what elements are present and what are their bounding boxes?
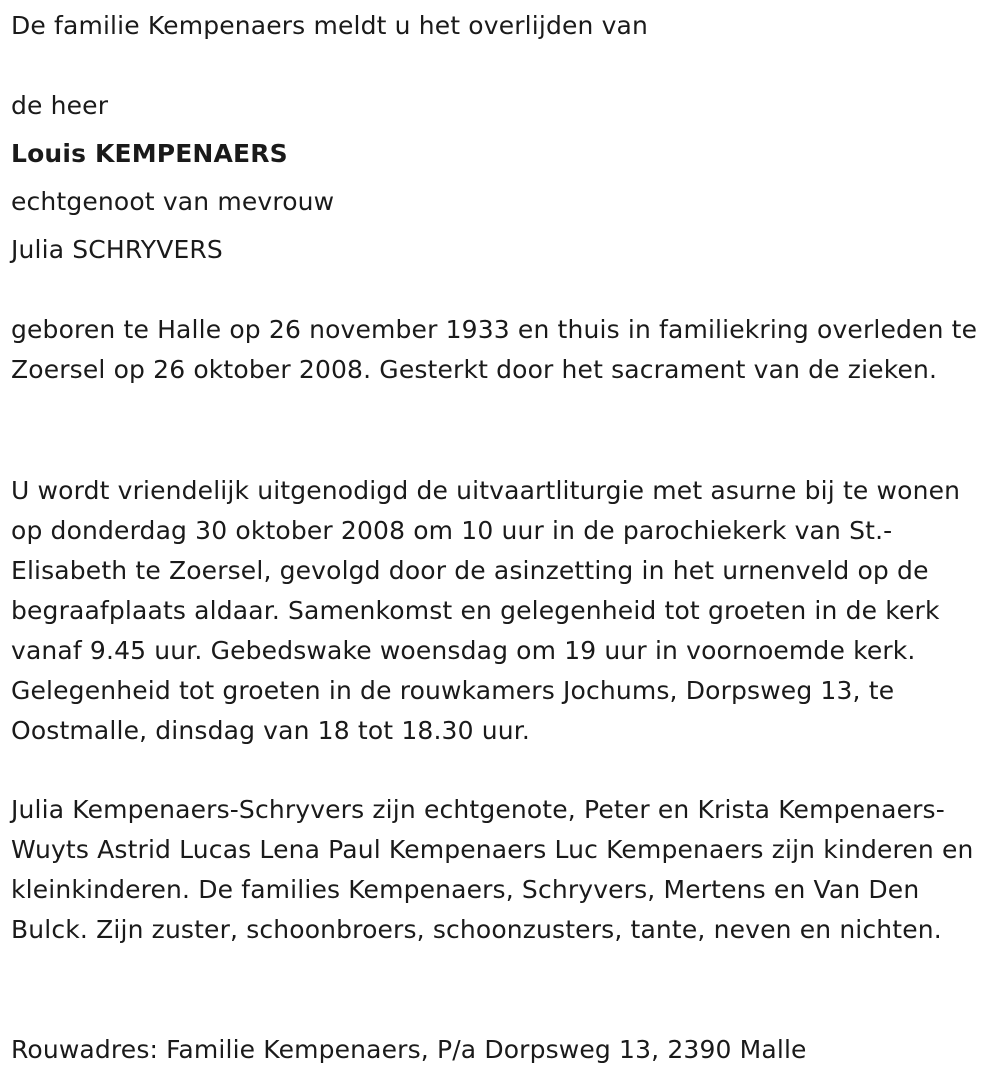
family-paragraph: Julia Kempenaers-Schryvers zijn echtgenote, Peter en Krista Kempenaers-Wuyts Astrid Lucas Lena Paul Kempenaers Luc Kempenaers zijn kinderen en kleinkinderen. De families Kempenaers, Schryvers, Mertens en Van Den Bulck. Zijn zuster, schoonbroers, schoonzusters, tante, neven en nichten. [11, 795, 974, 944]
spouse-name: Julia SCHRYVERS [11, 235, 223, 264]
address-text: Rouwadres: Familie Kempenaers, P/a Dorpsweg 13, 2390 Malle [11, 1035, 807, 1064]
ceremony-paragraph: U wordt vriendelijk uitgenodigd de uitvaartliturgie met asurne bij te wonen op donderdag 30 oktober 2008 om 10 uur in de parochiekerk van St.-Elisabeth te Zoersel, gevolgd door de asinzetting in het urnenveld op de begraafplaats aldaar. Samenkomst en gelegenheid tot groeten in de kerk vanaf 9.45 uur. Gebedswake woensdag om 19 uur in voornoemde kerk. Gelegenheid tot groeten in de rouwkamers Jochums, Dorpsweg 13, te Oostmalle, dinsdag van 18 tot 18.30 uur. [11, 476, 961, 745]
birth-death-paragraph: geboren te Halle op 26 november 1933 en thuis in familiekring overleden te Zoersel op 26 oktober 2008. Gesterkt door het sacrament van de zieken. [11, 315, 978, 384]
deceased-name: Louis KEMPENAERS [11, 139, 288, 168]
intro-text: De familie Kempenaers meldt u het overlijden van [11, 11, 648, 40]
relation-text: echtgenoot van mevrouw [11, 187, 335, 216]
title-text: de heer [11, 91, 109, 120]
